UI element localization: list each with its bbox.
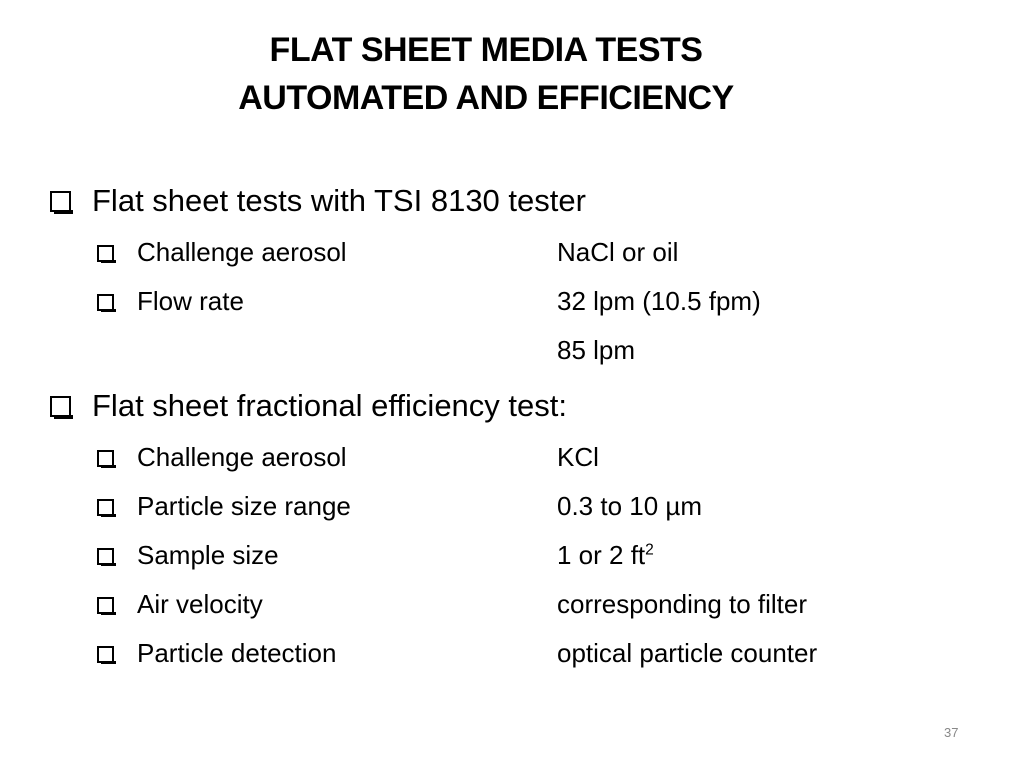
item-value: NaCl or oil (557, 237, 679, 267)
checkbox-bullet-icon (97, 450, 114, 467)
checkbox-bullet-icon (50, 396, 71, 417)
checkbox-bullet-icon (97, 646, 114, 663)
item-value: 85 lpm (557, 335, 636, 365)
checkbox-bullet-icon (50, 191, 71, 212)
item-value: optical particle counter (557, 638, 818, 668)
item-value: 0.3 to 10 µm (557, 491, 703, 521)
title-line-2: AUTOMATED AND EFFICIENCY (238, 79, 734, 117)
checkbox-bullet-icon (97, 245, 114, 262)
item-label: Particle size range (137, 491, 351, 521)
item-label: Particle detection (137, 638, 337, 668)
page-number: 37 (944, 725, 959, 740)
item-value-text: 1 or 2 ft (557, 540, 646, 570)
checkbox-bullet-icon (97, 499, 114, 516)
item-value: KCl (557, 442, 599, 472)
item-label: Challenge aerosol (137, 442, 347, 472)
slide-title (0, 26, 972, 122)
item-value: 32 lpm (10.5 fpm) (557, 286, 761, 316)
superscript: 2 (645, 541, 654, 559)
item-label: Challenge aerosol (137, 237, 347, 267)
section2-heading: Flat sheet fractional efficiency test: (92, 388, 567, 423)
item-value: corresponding to filter (557, 589, 808, 619)
item-label: Sample size (137, 540, 279, 570)
checkbox-bullet-icon (97, 548, 114, 565)
item-value (557, 540, 654, 571)
checkbox-bullet-icon (97, 294, 114, 311)
checkbox-bullet-icon (97, 597, 114, 614)
section1-heading: Flat sheet tests with TSI 8130 tester (92, 183, 586, 218)
item-label: Air velocity (137, 589, 263, 619)
item-label: Flow rate (137, 286, 244, 316)
title-line-1: FLAT SHEET MEDIA TESTS (269, 31, 703, 69)
